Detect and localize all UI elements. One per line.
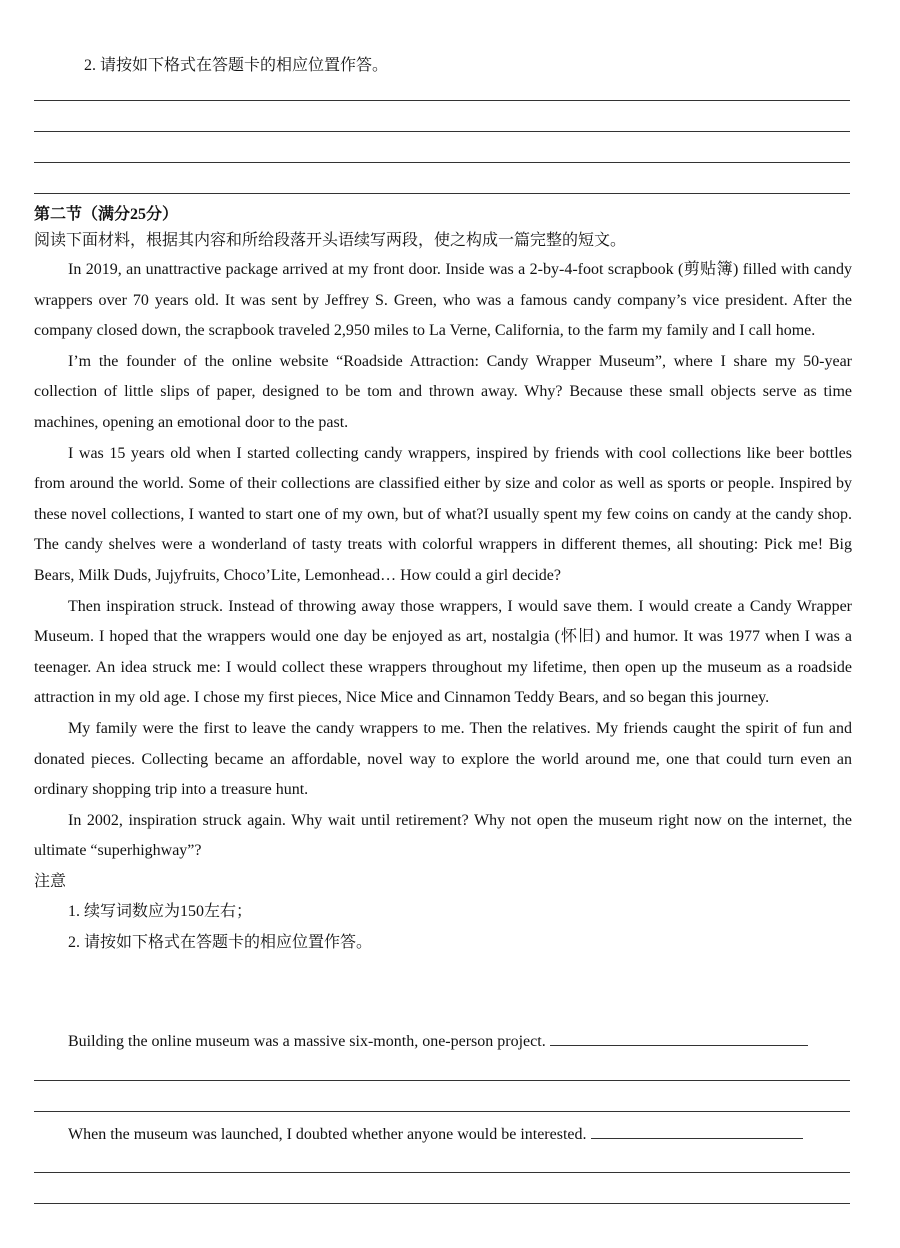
answer-line — [34, 131, 850, 132]
story-paragraph: Then inspiration struck. Instead of throwing away those wrappers, I would save them. I would create a Candy Wrapper Museum. I hoped that the wrappers would one day be enjoyed as art, nostalgia (怀旧) and humor. It was 1977 when I was a teenager. An idea struck me: I would collect these wrappers throughout my lifetime, then open up the museum as a roadside attraction in my old age. I chose my first pieces, Nice Mice and Cinnamon Teddy Bears, and so began this journey. — [34, 597, 852, 707]
paragraph-starter-2 — [68, 1124, 803, 1144]
paragraph-starter-1 — [68, 1031, 808, 1051]
note-word-count: 1. 续写词数应为150左右； — [68, 902, 253, 920]
note-title: 注意 — [34, 872, 67, 890]
writing-blank[interactable] — [550, 1031, 808, 1046]
writing-blank[interactable] — [591, 1124, 803, 1139]
story-paragraph: My family were the first to leave the candy wrappers to me. Then the relatives. My friends caught the spirit of fun and donated pieces. Collecting became an affordable, novel way to explore the world around me, one that could turn even an ordinary shopping trip into a treasure hunt. — [34, 719, 852, 799]
story-paragraph: I’m the founder of the online website “Roadside Attraction: Candy Wrapper Museum”, where I share my 50-year collection of little slips of paper, designed to be tom and thrown away. Why? Because these small objects serve as time machines, opening an emotional door to the past. — [34, 352, 852, 431]
answer-line[interactable] — [34, 1172, 850, 1173]
starter-2-text: When the museum was launched, I doubted whether anyone would be interested. — [68, 1126, 587, 1143]
answer-line[interactable] — [34, 1203, 850, 1204]
answer-line[interactable] — [34, 1111, 850, 1112]
starter-1-text: Building the online museum was a massive six-month, one-person project. — [68, 1033, 546, 1050]
section-heading: 第二节（满分25分） — [34, 206, 179, 223]
answer-format-instruction-top: 2. 请按如下格式在答题卡的相应位置作答。 — [84, 57, 389, 74]
answer-line[interactable] — [34, 1080, 850, 1081]
answer-line — [34, 162, 850, 163]
story-paragraph: In 2019, an unattractive package arrived at my front door. Inside was a 2-by-4-foot scrapbook (剪贴簿) filled with candy wrappers over 70 years old. It was sent by Jeffrey S. Green, who was a famous candy company’s vice president. After the company closed down, the scrapbook traveled 2,950 miles to La Verne, California, to the farm my family and I call home. — [34, 261, 852, 340]
story-paragraph: I was 15 years old when I started collecting candy wrappers, inspired by friends with cool collections like beer bottles from around the world. Some of their collections are classified either by size and color as well as sports or people. Inspired by these novel collections, I wanted to start one of my own, but of what?I usually spent my few coins on candy at the candy shop. The candy shelves were a wonderland of tasty treats with colorful wrappers in different themes, all shouting: Pick me! Big Bears, Milk Duds, Jujyfruits, Choco’Lite, Lemonhead… How could a girl decide? — [34, 444, 852, 584]
section-instruction: 阅读下面材料，根据其内容和所给段落开头语续写两段，使之构成一篇完整的短文。 — [34, 232, 627, 249]
section-two — [34, 204, 852, 958]
answer-line — [34, 193, 850, 194]
answer-line — [34, 100, 850, 101]
note-answer-format: 2. 请按如下格式在答题卡的相应位置作答。 — [68, 933, 373, 951]
story-paragraph: In 2002, inspiration struck again. Why wait until retirement? Why not open the museum right now on the internet, the ultimate “superhighway”? — [34, 811, 852, 860]
